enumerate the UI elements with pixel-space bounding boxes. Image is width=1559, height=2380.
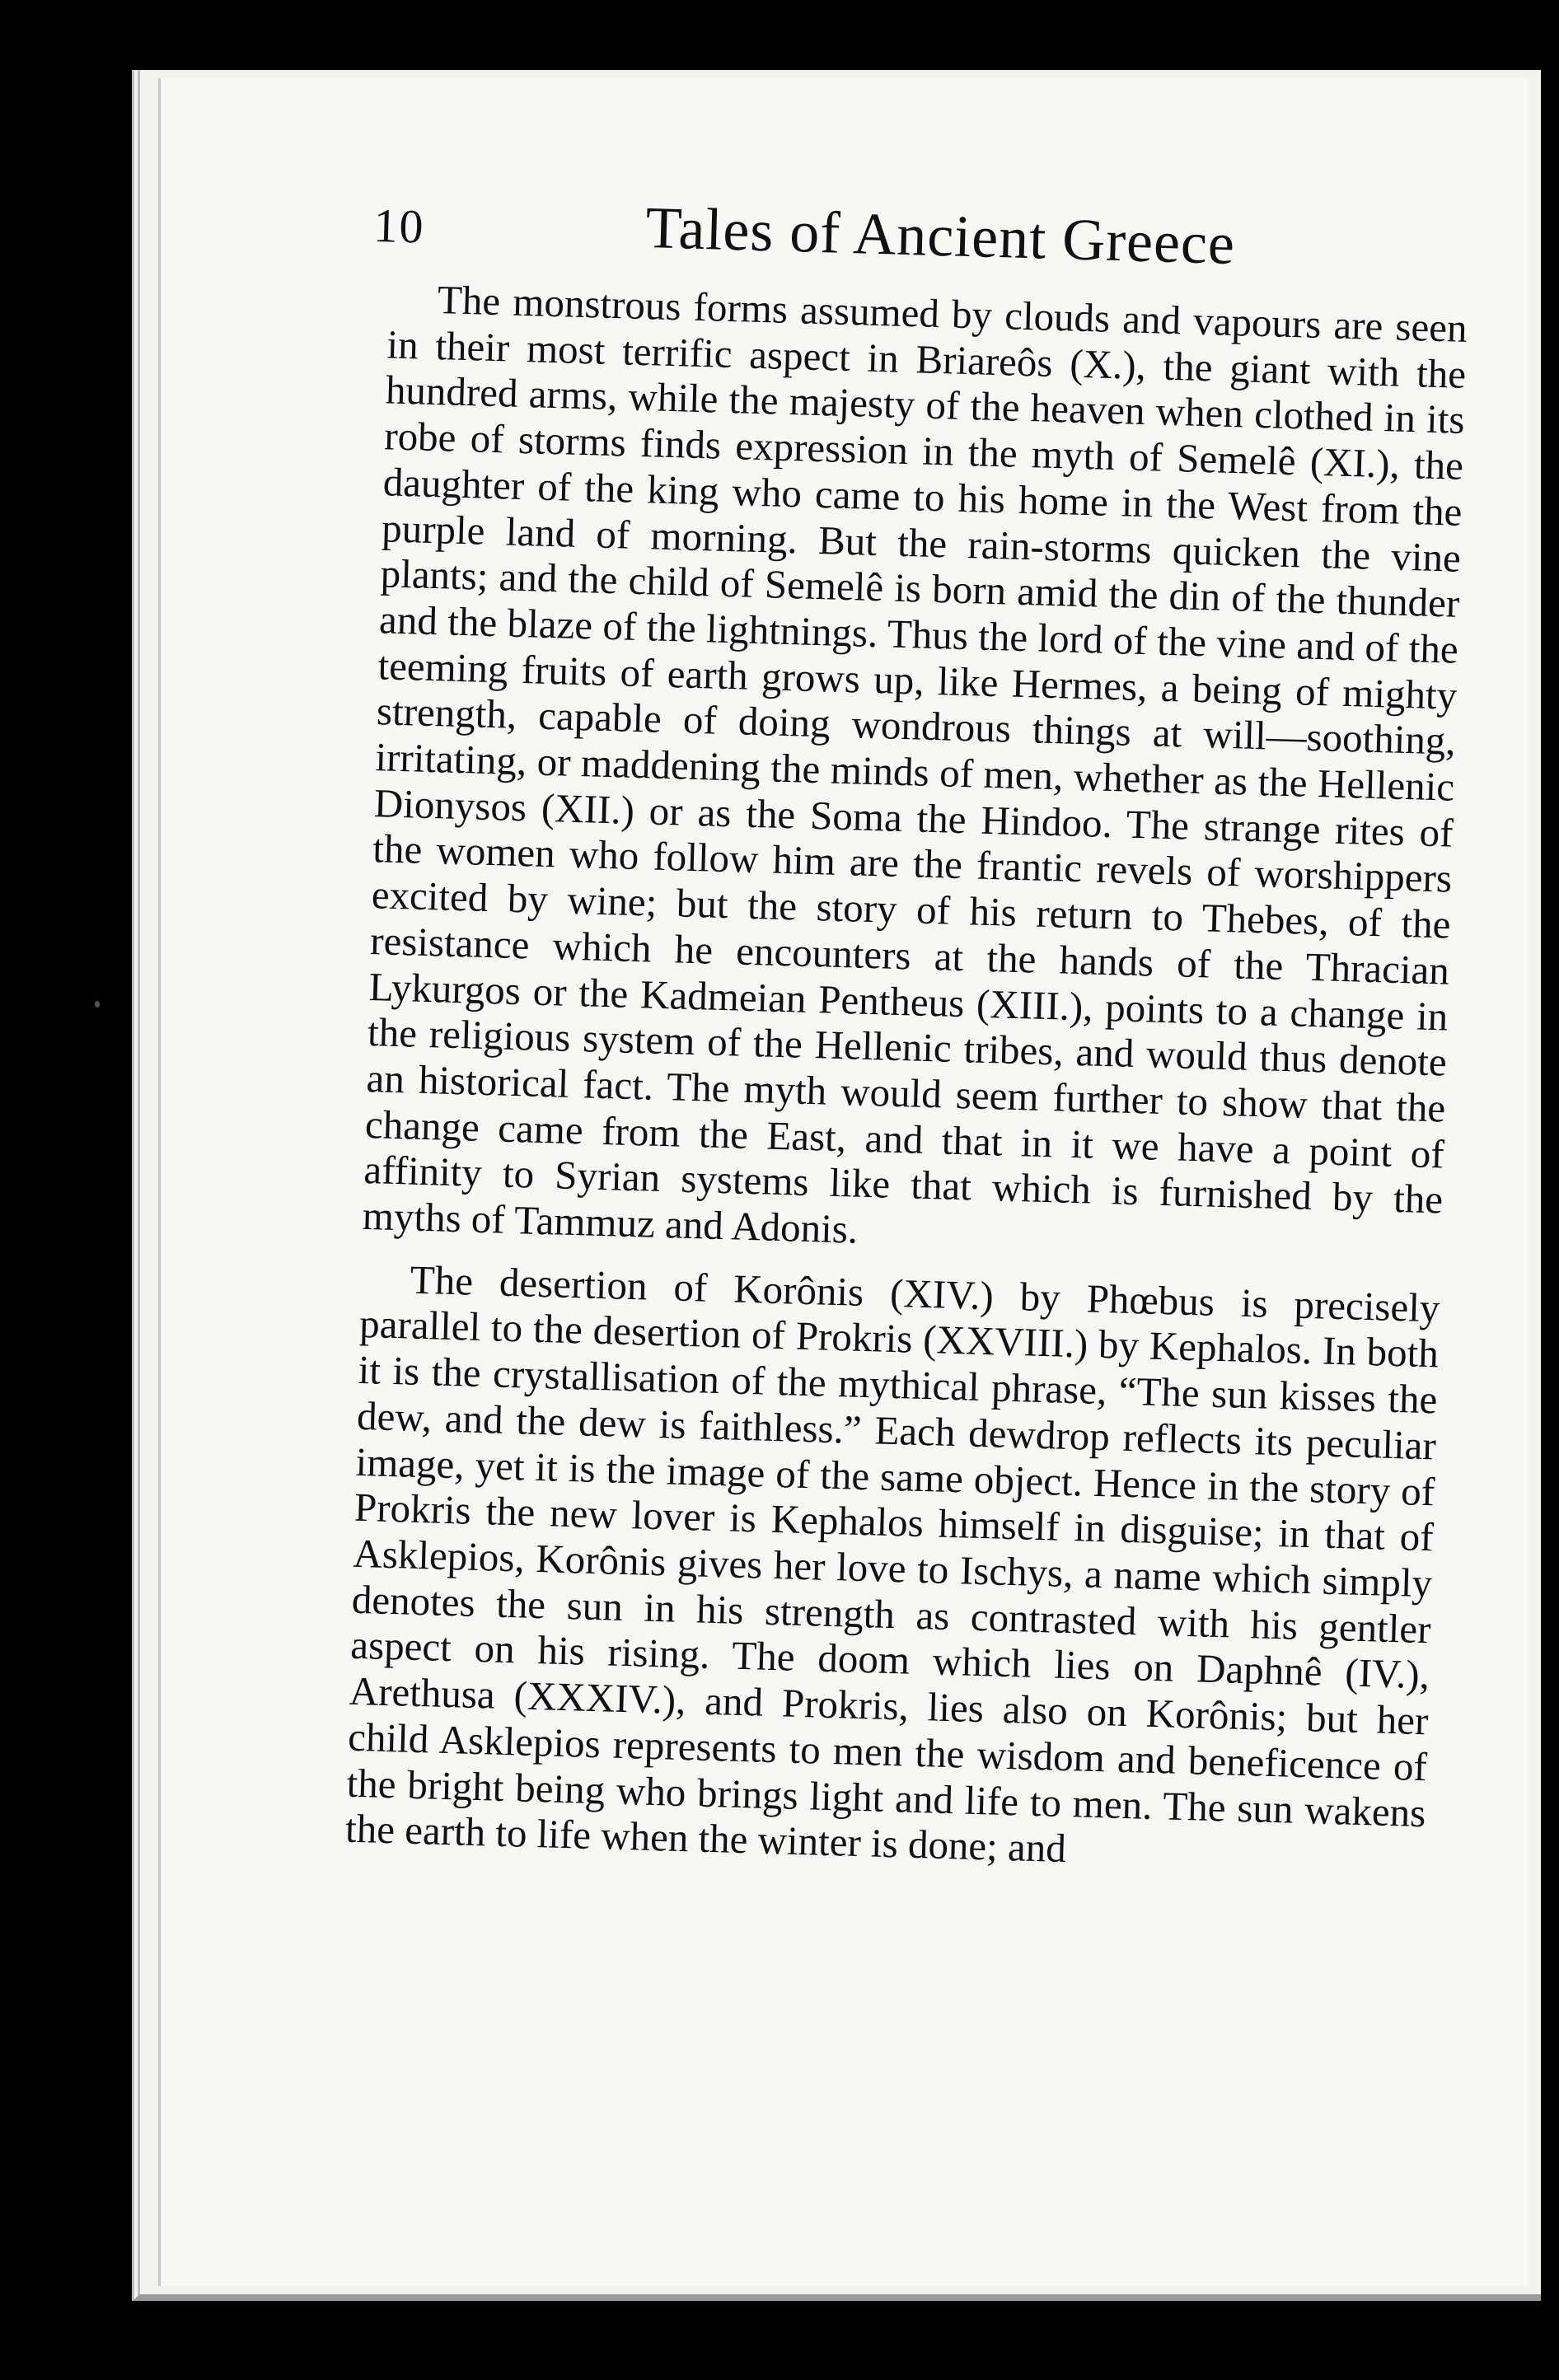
paragraph-1: The monstrous forms assumed by clouds and vapours are seen in their most terrific aspect in Briareôs (X.), the giant with the hundred arms, while the majesty of the heaven when clothed in its robe of storms finds expression in the myth of Semelê (XI.), the daughter of the king who came to his home in the West from the purple land of morning. But the rain-storms quicken the vine plants; and the child of Semelê is born amid the din of the thunder and the blaze of the lightnings. Thus the lord of the vine and of the teeming fruits of earth grows up, like Hermes, a being of mighty strength, capable of doing wondrous things at will—soothing, irritating, or maddening the minds of men, whether as the Hellenic Dionysos (XII.) or as the Soma the Hindoo. The strange rites of the women who follow him are the frantic revels of worshippers excited by wine; but the story of his return to Thebes, of the resistance which he encounters at the hands of the Thracian Lykurgos or the Kadmeian Pentheus (XIII.), points to a change in the religious system of the Hellenic tribes, and would thus denote an historical fact. The myth would seem further to show that the change came from the East, and that in it we have a point of affinity to Syrian systems like that which is furnished by the myths of Tammuz and Adonis.	[362, 277, 1468, 1252]
page-number: 10	[372, 198, 426, 254]
book-title: Tales of Ancient Greece	[644, 194, 1237, 278]
paragraph-2: The desertion of Korônis (XIV.) by Phœbus is precisely parallel to the desertion of Prokris (XXVIII.) by Kephalos. In both it is the crystallisation of the mythical phrase, “The sun kisses the dew, and the dew is faithless.” Each dewdrop reflects its peculiar image, yet it is the image of the same object. Hence in the story of Prokris the new lover is Kephalos himself in disguise; in that of Asklepios, Korônis gives her love to Ischys, a name which simply denotes the sun in his strength as contrasted with his gentler aspect on his rising. The doom which lies on Daphnê (IV.), Arethusa (XXXIV.), and Prokris, lies also on Korônis; but her child Asklepios represents to men the wisdom and beneficence of the bright being who brings light and life to men. The sun wakens the earth to life when the winter is done; and	[344, 1256, 1441, 1872]
page-content	[146, 181, 1471, 2234]
body-text	[344, 275, 1468, 1882]
dust-speck	[95, 1001, 100, 1008]
